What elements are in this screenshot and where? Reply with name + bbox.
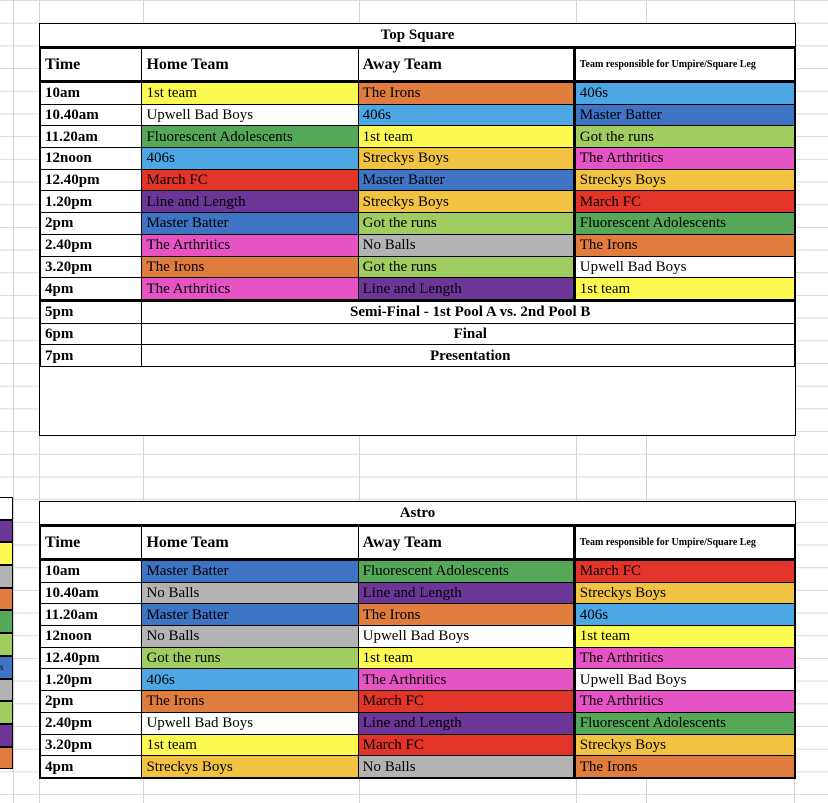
empty-row xyxy=(41,366,795,389)
umpire-team-cell[interactable]: Fluorescent Adolescents xyxy=(574,712,794,734)
home-team-cell[interactable]: Fluorescent Adolescents xyxy=(142,126,358,148)
table-row xyxy=(41,148,795,170)
home-team-cell[interactable]: The Irons xyxy=(142,256,358,278)
home-team-cell[interactable]: 1st team xyxy=(142,82,358,105)
table-row xyxy=(41,691,795,713)
column-header-home-team[interactable]: Home Team xyxy=(142,527,358,560)
time-cell[interactable]: 3.20pm xyxy=(41,256,142,278)
left-strip-cell xyxy=(0,701,13,724)
umpire-team-cell[interactable]: 1st team xyxy=(574,278,794,301)
time-cell[interactable]: 10.40am xyxy=(41,104,142,126)
left-strip-cell xyxy=(0,565,13,588)
home-team-cell[interactable]: Upwell Bad Boys xyxy=(142,712,358,734)
home-team-cell[interactable]: The Arthritics xyxy=(142,234,358,256)
away-team-cell[interactable]: Streckys Boys xyxy=(358,191,574,213)
home-team-cell[interactable]: Master Batter xyxy=(142,604,358,626)
time-cell[interactable]: 10am xyxy=(41,82,142,105)
time-cell[interactable]: 11.20am xyxy=(41,126,142,148)
table-row xyxy=(41,300,795,323)
table-row xyxy=(41,345,795,367)
table-row xyxy=(41,82,795,105)
column-header-home-team[interactable]: Home Team xyxy=(142,49,358,82)
time-cell[interactable]: 2pm xyxy=(41,691,142,713)
column-header-team-responsible-for[interactable]: Team responsible for Umpire/Square Leg xyxy=(574,49,794,82)
home-team-cell[interactable]: Got the runs xyxy=(142,647,358,669)
merged-event-cell[interactable]: Presentation xyxy=(142,345,795,367)
away-team-cell[interactable]: No Balls xyxy=(358,234,574,256)
umpire-team-cell[interactable]: 406s xyxy=(574,82,794,105)
away-team-cell[interactable]: 1st team xyxy=(358,126,574,148)
empty-cell xyxy=(142,366,358,389)
umpire-team-cell[interactable]: Streckys Boys xyxy=(574,582,794,604)
left-strip-cell xyxy=(0,497,13,520)
away-team-cell[interactable]: Upwell Bad Boys xyxy=(358,626,574,648)
table-title: Top Square xyxy=(40,24,795,48)
table-row xyxy=(41,712,795,734)
umpire-team-cell[interactable]: The Arthritics xyxy=(574,691,794,713)
table-row xyxy=(41,604,795,626)
table-row xyxy=(41,234,795,256)
time-cell[interactable]: 4pm xyxy=(41,278,142,301)
empty-cell xyxy=(574,366,794,389)
away-team-cell[interactable]: 406s xyxy=(358,104,574,126)
home-team-cell[interactable]: 406s xyxy=(142,148,358,170)
time-cell[interactable]: 2.40pm xyxy=(41,712,142,734)
column-header-team-responsible-for[interactable]: Team responsible for Umpire/Square Leg xyxy=(574,527,794,560)
empty-cell xyxy=(358,366,574,389)
umpire-team-cell[interactable]: Master Batter xyxy=(574,104,794,126)
time-cell[interactable]: 2pm xyxy=(41,213,142,235)
home-team-cell[interactable]: 406s xyxy=(142,669,358,691)
table-row xyxy=(41,560,795,583)
left-strip-cell xyxy=(0,747,13,770)
astro-table xyxy=(39,501,796,779)
empty-cell xyxy=(41,390,142,413)
umpire-team-cell[interactable]: 406s xyxy=(574,604,794,626)
home-team-cell[interactable]: No Balls xyxy=(142,626,358,648)
umpire-team-cell[interactable]: Fluorescent Adolescents xyxy=(574,213,794,235)
left-partial-table xyxy=(0,497,13,769)
umpire-team-cell[interactable]: March FC xyxy=(574,560,794,583)
time-cell[interactable]: 6pm xyxy=(41,323,142,345)
table-row xyxy=(41,669,795,691)
table-row xyxy=(41,582,795,604)
table-row xyxy=(41,323,795,345)
left-strip-cell xyxy=(0,542,13,565)
home-team-cell[interactable]: Upwell Bad Boys xyxy=(142,104,358,126)
away-team-cell[interactable]: 1st team xyxy=(358,647,574,669)
away-team-cell[interactable]: Got the runs xyxy=(358,256,574,278)
away-team-cell[interactable]: No Balls xyxy=(358,756,574,778)
merged-event-cell[interactable]: Final xyxy=(142,323,795,345)
home-team-cell[interactable]: Line and Length xyxy=(142,191,358,213)
umpire-team-cell[interactable]: Streckys Boys xyxy=(574,734,794,756)
empty-row xyxy=(41,390,795,413)
home-team-cell[interactable]: 1st team xyxy=(142,734,358,756)
table-row xyxy=(41,126,795,148)
away-team-cell[interactable]: March FC xyxy=(358,691,574,713)
umpire-team-cell[interactable]: The Arthritics xyxy=(574,148,794,170)
umpire-team-cell[interactable]: Streckys Boys xyxy=(574,169,794,191)
umpire-team-cell[interactable]: Got the runs xyxy=(574,126,794,148)
home-team-cell[interactable]: No Balls xyxy=(142,582,358,604)
time-cell[interactable]: 11.20am xyxy=(41,604,142,626)
umpire-team-cell[interactable]: March FC xyxy=(574,191,794,213)
umpire-team-cell[interactable]: Upwell Bad Boys xyxy=(574,256,794,278)
merged-event-cell[interactable]: Semi-Final - 1st Pool A vs. 2nd Pool B xyxy=(142,300,795,323)
empty-cell xyxy=(142,412,358,435)
away-team-cell[interactable]: Streckys Boys xyxy=(358,148,574,170)
empty-cell xyxy=(358,390,574,413)
time-cell[interactable]: 4pm xyxy=(41,756,142,778)
time-cell[interactable]: 12.40pm xyxy=(41,647,142,669)
left-strip-cell: s xyxy=(0,656,13,679)
away-team-cell[interactable]: Line and Length xyxy=(358,278,574,301)
left-strip-cell xyxy=(0,724,13,747)
table-row xyxy=(41,169,795,191)
time-cell[interactable]: 12noon xyxy=(41,148,142,170)
away-team-cell[interactable]: The Irons xyxy=(358,604,574,626)
left-strip-cell xyxy=(0,633,13,656)
away-team-cell[interactable]: The Arthritics xyxy=(358,669,574,691)
time-cell[interactable]: 1.20pm xyxy=(41,191,142,213)
time-cell[interactable]: 2.40pm xyxy=(41,234,142,256)
umpire-team-cell[interactable]: The Irons xyxy=(574,234,794,256)
home-team-cell[interactable]: The Arthritics xyxy=(142,278,358,301)
away-team-cell[interactable]: Fluorescent Adolescents xyxy=(358,560,574,583)
home-team-cell[interactable]: Master Batter xyxy=(142,213,358,235)
empty-cell xyxy=(41,412,142,435)
table-row xyxy=(41,256,795,278)
table-row xyxy=(41,191,795,213)
column-header-time[interactable]: Time xyxy=(41,49,142,82)
empty-cell xyxy=(142,390,358,413)
header-row xyxy=(41,49,795,82)
away-team-cell[interactable]: Line and Length xyxy=(358,712,574,734)
empty-cell xyxy=(574,412,794,435)
time-cell[interactable]: 12.40pm xyxy=(41,169,142,191)
umpire-team-cell[interactable]: The Arthritics xyxy=(574,647,794,669)
empty-cell xyxy=(574,390,794,413)
empty-cell xyxy=(41,366,142,389)
table-row xyxy=(41,278,795,301)
time-cell[interactable]: 12noon xyxy=(41,626,142,648)
empty-cell xyxy=(358,412,574,435)
time-cell[interactable]: 10.40am xyxy=(41,582,142,604)
left-strip-cell xyxy=(0,610,13,633)
time-cell[interactable]: 5pm xyxy=(41,300,142,323)
column-header-time[interactable]: Time xyxy=(41,527,142,560)
table-row xyxy=(41,734,795,756)
umpire-team-cell[interactable]: 1st team xyxy=(574,626,794,648)
column-header-away-team[interactable]: Away Team xyxy=(358,49,574,82)
top-square-table xyxy=(39,23,796,436)
time-cell[interactable]: 1.20pm xyxy=(41,669,142,691)
column-header-away-team[interactable]: Away Team xyxy=(358,527,574,560)
table-title: Astro xyxy=(40,502,795,526)
home-team-cell[interactable]: Master Batter xyxy=(142,560,358,583)
away-team-cell[interactable]: Got the runs xyxy=(358,213,574,235)
table-row xyxy=(41,104,795,126)
empty-row xyxy=(41,412,795,435)
table-row xyxy=(41,647,795,669)
time-cell[interactable]: 3.20pm xyxy=(41,734,142,756)
table-row xyxy=(41,756,795,778)
home-team-cell[interactable]: Streckys Boys xyxy=(142,756,358,778)
away-team-cell[interactable]: The Irons xyxy=(358,82,574,105)
left-strip-cell xyxy=(0,679,13,702)
left-strip-cell xyxy=(0,520,13,543)
table-row xyxy=(41,626,795,648)
home-team-cell[interactable]: March FC xyxy=(142,169,358,191)
left-strip-cell xyxy=(0,588,13,611)
away-team-cell[interactable]: March FC xyxy=(358,734,574,756)
time-cell[interactable]: 7pm xyxy=(41,345,142,367)
umpire-team-cell[interactable]: Upwell Bad Boys xyxy=(574,669,794,691)
table-row xyxy=(41,213,795,235)
away-team-cell[interactable]: Master Batter xyxy=(358,169,574,191)
away-team-cell[interactable]: Line and Length xyxy=(358,582,574,604)
umpire-team-cell[interactable]: The Irons xyxy=(574,756,794,778)
header-row xyxy=(41,527,795,560)
time-cell[interactable]: 10am xyxy=(41,560,142,583)
home-team-cell[interactable]: The Irons xyxy=(142,691,358,713)
